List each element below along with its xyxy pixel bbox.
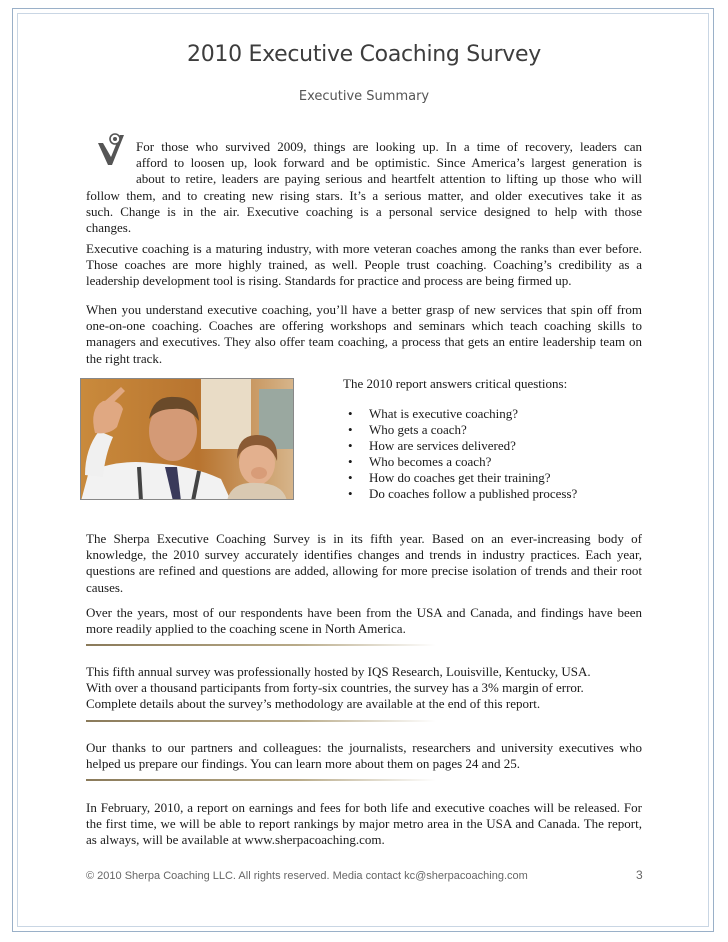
page-subtitle: Executive Summary: [298, 89, 430, 104]
maturing-paragraph: Executive coaching is a maturing industry, with more veteran coaches among the ranks than ever before. Those coaches are more highly trained, as well. People trust coaching. Coaching’s credibility as a leadership development tool is rising. Standards for practice and process are being firmed up.: [86, 241, 642, 289]
questions-list: [348, 406, 577, 502]
intro-line: about to retire, leaders are paying serious and heartfelt attention to lifting up those who will: [136, 171, 642, 187]
hosted-line: Complete details about the survey’s methodology are available at the end of this report.: [86, 696, 541, 712]
list-item: • Who becomes a coach?: [348, 454, 577, 470]
list-item: • How are services delivered?: [348, 438, 577, 454]
page-number: 3: [636, 868, 643, 882]
february-paragraph: In February, 2010, a report on earnings and fees for both life and executive coaches will be released. For the first time, we will be able to report rankings by major metro area in the USA and Canada. The report, as always, will be available at www.sherpacoaching.com.: [86, 800, 642, 848]
list-item: • How do coaches get their training?: [348, 470, 577, 486]
list-item: • What is executive coaching?: [348, 406, 577, 422]
intro-line: such. Change is in the air. Executive coaching is a personal service designed to help with those: [86, 203, 642, 219]
list-item: • Do coaches follow a published process?: [348, 486, 577, 502]
coach-photo: [80, 378, 294, 500]
intro-paragraph: [86, 139, 642, 236]
intro-line: follow them, and to creating new rising stars. It’s a serious matter, and older executives take it as: [86, 187, 642, 203]
hosted-line: With over a thousand participants from forty-six countries, the survey has a 3% margin of error.: [86, 680, 584, 696]
intro-line: changes.: [86, 220, 132, 236]
sherpa-survey-paragraph: The Sherpa Executive Coaching Survey is in its fifth year. Based on an ever-increasing body of knowledge, the 2010 survey accurately identifies changes and trends in industry practices. Each year, questions are refined and questions are added, allowing for more precise isolation of trends and their root causes.: [86, 531, 642, 595]
divider: [86, 779, 436, 781]
intro-line: For those who survived 2009, things are looking up. In a time of recovery, leaders can: [136, 139, 642, 154]
page-title: 2010 Executive Coaching Survey: [187, 42, 541, 67]
footer-copyright: © 2010 Sherpa Coaching LLC. All rights reserved. Media contact kc@sherpacoaching.com: [86, 870, 528, 882]
coach-photo-image: [81, 379, 294, 500]
intro-line: afford to loosen up, look forward and be optimistic. Since America’s largest generation is: [136, 155, 642, 171]
divider: [86, 720, 436, 722]
hosted-paragraph: [86, 664, 642, 713]
respondents-paragraph: Over the years, most of our respondents have been from the USA and Canada, and findings have been more readily applied to the coaching scene in North America.: [86, 605, 642, 637]
divider: [86, 644, 436, 646]
understand-paragraph: When you understand executive coaching, you’ll have a better grasp of new services that spin off from one-on-one coaching. Coaches are offering workshops and seminars which teach coaching skills to managers and executives. They also offer team coaching, a process that gets an entire leadership team on the right track.: [86, 302, 642, 366]
questions-heading: The 2010 report answers critical questions:: [343, 376, 568, 391]
list-item: • Who gets a coach?: [348, 422, 577, 438]
hosted-line: This fifth annual survey was professionally hosted by IQS Research, Louisville, Kentucky, USA.: [86, 664, 591, 679]
thanks-paragraph: Our thanks to our partners and colleagues: the journalists, researchers and university executives who helped us prepare our findings. You can learn more about them on pages 24 and 25.: [86, 740, 642, 772]
